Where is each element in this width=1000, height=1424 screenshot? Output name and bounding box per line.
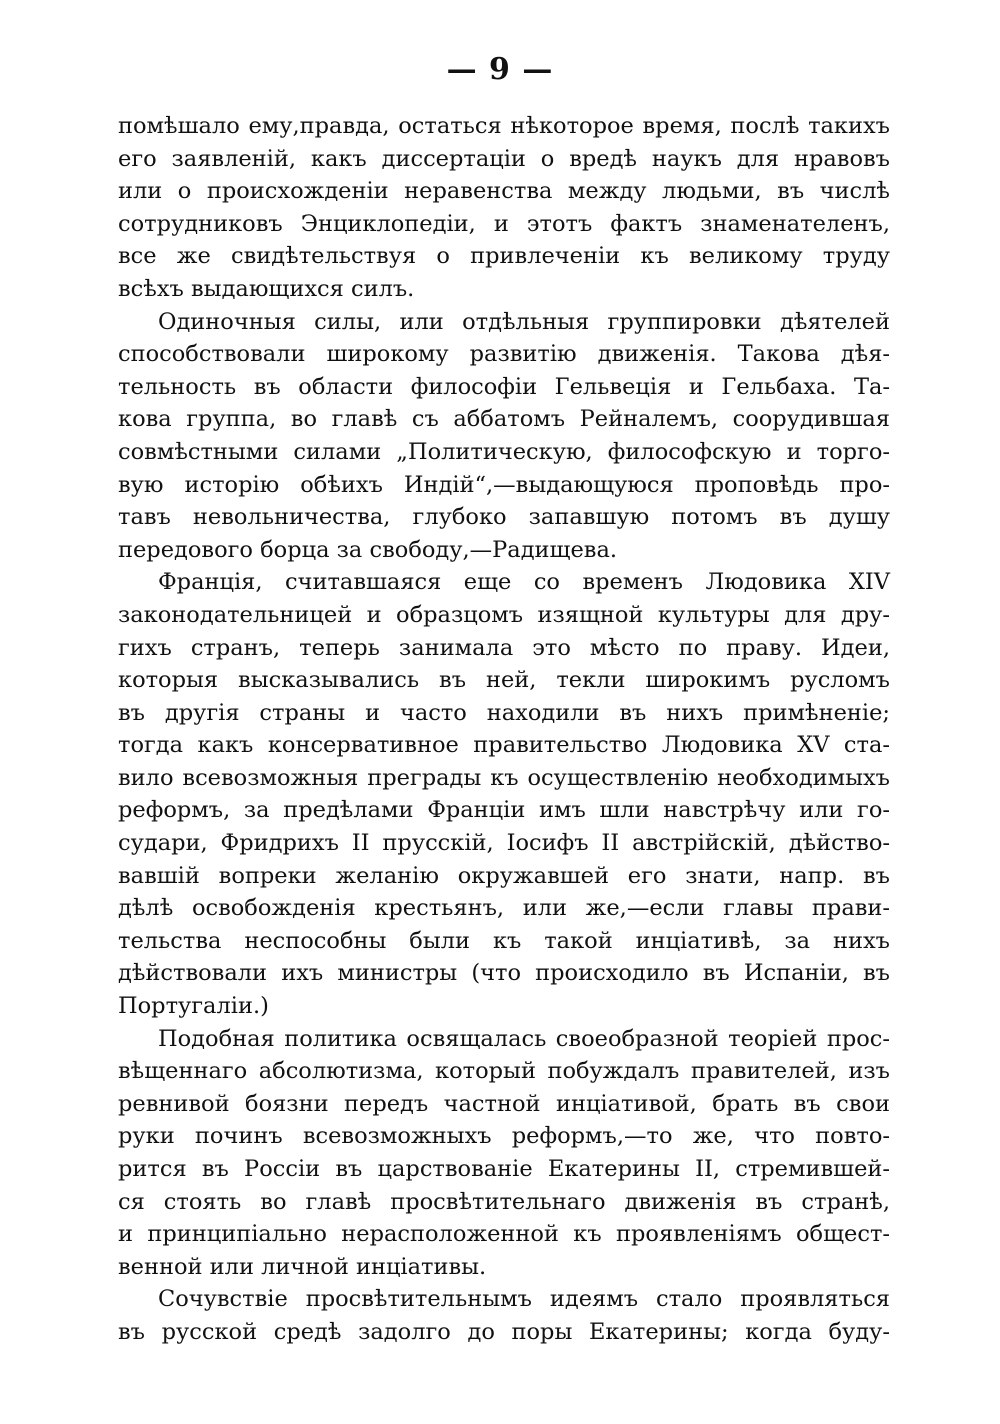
text-line: кова группа, во главѣ съ аббатомъ Рейналемъ, соорудившая: [118, 406, 890, 433]
text-line: совмѣстными силами „Политическую, философскую и торго-: [118, 438, 890, 465]
text-line: реформъ, за предѣлами Франціи имъ шли навстрѣчу или го-: [118, 797, 890, 824]
text-line: руки починъ всевозможныхъ реформъ,—то же, что повто-: [118, 1123, 890, 1150]
body-text: [118, 110, 890, 1349]
text-line: законодательницей и образцомъ изящной культуры для дру-: [118, 601, 890, 628]
text-line: вую исторію обѣихъ Индій“,—выдающуюся проповѣдь про-: [118, 471, 890, 498]
text-line: дѣлѣ освобожденія крестьянъ, или же,—если главы прави-: [118, 895, 890, 922]
text-line: способствовали широкому развитію движенія. Такова дѣя-: [118, 341, 890, 368]
text-line: Португаліи.): [118, 993, 269, 1020]
text-line: ревнивой боязни передъ частной инціативой, брать въ свои: [118, 1090, 890, 1117]
text-line: рится въ Россіи въ царствованіе Екатерины II, стремившей-: [118, 1156, 890, 1182]
text-line: вило всевозможныя преграды къ осуществленію необходимыхъ: [118, 764, 890, 791]
text-line: тогда какъ консервативное правительство Людовика XV ста-: [118, 732, 890, 759]
text-line: Франція, считавшаяся еще со временъ Людовика XIV: [158, 569, 890, 596]
text-line: передового борца за свободу,—Радищева.: [118, 536, 618, 563]
text-line: тельность въ области философіи Гельвеція и Гельбаха. Та-: [118, 373, 890, 400]
text-line: которыя высказывались въ ней, текли широкимъ русломъ: [118, 667, 890, 694]
text-line: и принципіально нерасположенной къ проявленіямъ общест-: [118, 1221, 890, 1248]
text-line: всѣхъ выдающихся силъ.: [118, 275, 415, 302]
page-number: — 9 —: [446, 52, 554, 87]
text-line: вѣщеннаго абсолютизма, который побуждалъ правителей, изъ: [118, 1058, 890, 1085]
text-line: Подобная политика освящалась своеобразной теоріей прос-: [158, 1025, 890, 1052]
paragraph-2: [118, 306, 890, 567]
text-line: ся стоять во главѣ просвѣтительнаго движенія въ странѣ,: [118, 1188, 890, 1215]
paragraph-4: [118, 1023, 890, 1284]
text-line: тельства неспособны были къ такой инціативѣ, за нихъ: [118, 927, 890, 954]
paragraph-5: [118, 1283, 890, 1348]
paragraph-3: [118, 566, 890, 1022]
text-line: Сочувствіе просвѣтительнымъ идеямъ стало проявляться: [158, 1286, 890, 1313]
paragraph-1: [118, 110, 890, 306]
text-line: помѣшало ему,правда, остаться нѣкоторое время, послѣ такихъ: [118, 113, 890, 139]
text-line: вавшій вопреки желанію окружавшей его знати, напр. въ: [118, 862, 890, 889]
text-line: или о происхожденіи неравенства между людьми, въ числѣ: [118, 178, 890, 205]
text-line: тавъ невольничества, глубоко запавшую потомъ въ душу: [118, 504, 890, 531]
text-line: венной или личной инціативы.: [118, 1253, 487, 1280]
text-line: его заявленій, какъ диссертаціи о вредѣ наукъ для нравовъ: [118, 145, 890, 172]
text-line: гихъ странъ, теперь занимала это мѣсто по праву. Идеи,: [118, 634, 890, 661]
text-line: Одиночныя силы, или отдѣльныя группировки дѣятелей: [158, 308, 890, 335]
text-line: сотрудниковъ Энциклопедіи, и этотъ фактъ знаменателенъ,: [118, 210, 890, 237]
text-line: въ другія страны и часто находили въ нихъ примѣненіе;: [118, 699, 890, 726]
text-line: судари, Фридрихъ II прусскій, Іосифъ II австрійскій, дѣйство-: [118, 830, 890, 857]
text-line: въ русской средѣ задолго до поры Екатерины; когда буду-: [118, 1318, 890, 1345]
text-line: все же свидѣтельствуя о привлеченіи къ великому труду: [118, 243, 890, 270]
text-line: дѣйствовали ихъ министры (что происходило въ Испаніи, въ: [118, 960, 890, 987]
